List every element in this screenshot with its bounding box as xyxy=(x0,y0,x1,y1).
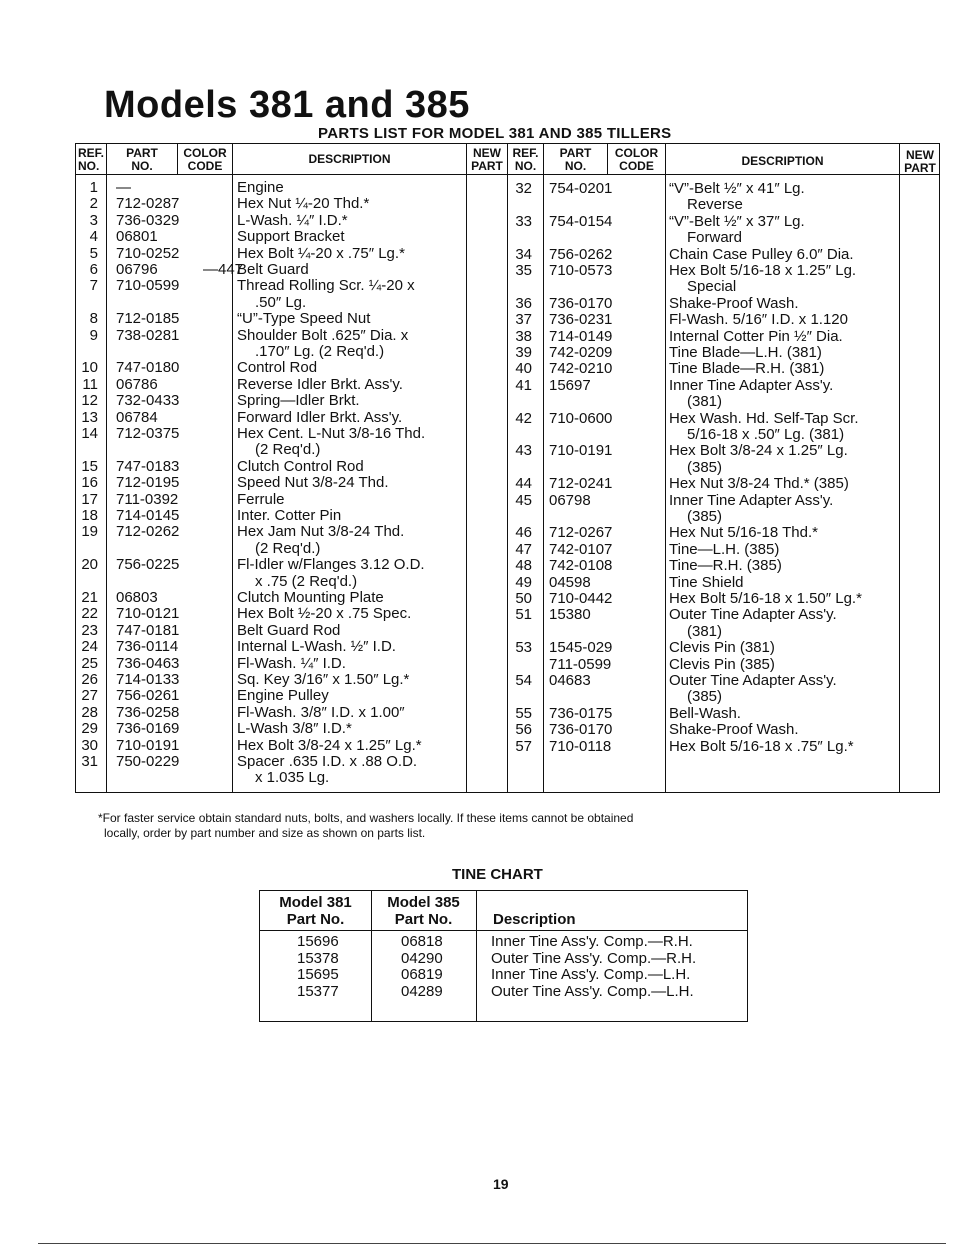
part-description: (2 Req'd.) xyxy=(255,539,321,557)
footnote-line: *For faster service obtain standard nuts, bolts, and washers locally. If these items cannot be obtained xyxy=(98,811,634,825)
ref-number: 38 xyxy=(515,327,532,345)
part-description: Tine—L.H. (385) xyxy=(669,540,780,558)
header-divider xyxy=(76,174,939,175)
ref-number: 20 xyxy=(81,556,98,574)
part-number: 04683 xyxy=(549,672,591,689)
part-description: Hex Bolt 3/8-24 x 1.25″ Lg. xyxy=(669,442,848,460)
header-color-code xyxy=(178,147,232,173)
part-number: 754-0154 xyxy=(549,212,613,230)
part-description: “V”-Belt ½″ x 37″ Lg. xyxy=(669,212,805,230)
model-381-part-no: 15377 xyxy=(297,982,339,1000)
ref-number: 53 xyxy=(515,639,532,657)
footnote-line: locally, order by part number and size as shown on parts list. xyxy=(104,826,426,840)
header-text: REF. xyxy=(512,146,539,160)
part-description: Clutch Mounting Plate xyxy=(237,589,384,606)
part-number: 756-0262 xyxy=(549,245,613,263)
part-number: 710-0252 xyxy=(116,244,180,262)
tine-chart-title: TINE CHART xyxy=(452,866,543,883)
header-text: Part No. xyxy=(286,911,345,928)
part-number: 712-0267 xyxy=(549,524,613,542)
part-description: Shoulder Bolt .625″ Dia. x xyxy=(237,326,409,344)
part-number: 710-0118 xyxy=(549,737,612,755)
header-description: DESCRIPTION xyxy=(741,154,824,168)
header-part-no xyxy=(544,147,607,173)
part-description: Outer Tine Adapter Ass'y. xyxy=(669,606,837,624)
header-text: Model 385 xyxy=(387,894,460,911)
column-divider xyxy=(476,891,477,1021)
part-number: 06786 xyxy=(116,375,158,393)
ref-number: 7 xyxy=(89,277,98,295)
part-description: Fl-Idler w/Flanges 3.12 O.D. xyxy=(237,556,425,574)
ref-number: 6 xyxy=(89,261,98,278)
part-number: 06803 xyxy=(116,589,158,606)
part-description: (385) xyxy=(687,508,723,525)
ref-number: 37 xyxy=(515,311,532,329)
part-description: Fl-Wash. ¼″ I.D. xyxy=(237,654,346,672)
part-description: Spacer .635 I.D. x .88 O.D. xyxy=(237,753,418,770)
ref-number: 1 xyxy=(89,179,98,196)
ref-number: 5 xyxy=(89,244,98,262)
part-description: Internal L-Wash. ½″ I.D. xyxy=(237,638,396,656)
header-text: NEW xyxy=(906,148,934,162)
part-description: Ferrule xyxy=(237,490,285,508)
column-divider xyxy=(665,144,666,792)
model-385-part-no: 04290 xyxy=(401,949,443,967)
part-description: “V”-Belt ½″ x 41″ Lg. xyxy=(669,180,805,197)
part-number: 738-0281 xyxy=(116,326,180,344)
part-description: Tine—R.H. (385) xyxy=(669,557,782,575)
part-description: Thread Rolling Scr. ¼-20 x xyxy=(237,277,415,295)
part-number: 06801 xyxy=(116,228,158,246)
header-description: DESCRIPTION xyxy=(308,152,391,166)
part-description: Clevis Pin (381) xyxy=(669,639,775,657)
part-description: (381) xyxy=(687,393,723,411)
part-number: 756-0225 xyxy=(116,556,180,574)
header-text: PART xyxy=(904,161,936,175)
ref-number: 12 xyxy=(81,392,98,410)
part-description: Support Bracket xyxy=(237,228,345,246)
ref-number: 55 xyxy=(515,704,532,722)
model-385-part-no: 04289 xyxy=(401,982,443,1000)
part-description: Hex Bolt 5/16-18 x .75″ Lg.* xyxy=(669,737,854,755)
tine-description: Outer Tine Ass'y. Comp.—L.H. xyxy=(491,982,694,1000)
ref-number: 39 xyxy=(515,344,532,361)
part-number: 736-0231 xyxy=(549,311,613,329)
column-divider xyxy=(543,144,544,792)
part-description: Control Rod xyxy=(237,359,318,377)
ref-number: 34 xyxy=(515,245,532,263)
part-description: Tine Shield xyxy=(669,573,744,591)
part-description: Belt Guard Rod xyxy=(237,621,341,639)
ref-number: 45 xyxy=(515,491,532,509)
ref-number: 48 xyxy=(515,557,532,575)
part-description: (381) xyxy=(687,622,723,640)
part-number: 712-0375 xyxy=(116,425,180,442)
part-description: Spring—Idler Brkt. xyxy=(237,392,360,410)
part-description: Clevis Pin (385) xyxy=(669,655,775,673)
part-number: 750-0229 xyxy=(116,753,180,770)
ref-number: 14 xyxy=(81,425,98,442)
column-divider xyxy=(466,144,467,792)
part-description: L-Wash. ¼″ I.D.* xyxy=(237,211,348,229)
ref-number: 36 xyxy=(515,294,532,312)
tine-description: Inner Tine Ass'y. Comp.—R.H. xyxy=(491,933,693,950)
part-description: Shake-Proof Wash. xyxy=(669,721,799,739)
ref-number: 29 xyxy=(81,720,98,738)
color-code: —447 xyxy=(203,261,244,278)
ref-number: 26 xyxy=(81,671,98,688)
part-description: Hex Nut 5/16-18 Thd.* xyxy=(669,524,818,542)
ref-number: 30 xyxy=(81,736,98,754)
ref-number: 28 xyxy=(81,703,98,721)
header-text: NO. xyxy=(514,159,537,173)
ref-number: 41 xyxy=(515,376,532,394)
part-number: 04598 xyxy=(549,573,591,591)
part-number: 06798 xyxy=(549,491,591,509)
part-description: Inner Tine Adapter Ass'y. xyxy=(669,376,834,394)
header-description: Description xyxy=(493,911,576,928)
part-number: 736-0169 xyxy=(116,720,180,738)
part-number: 732-0433 xyxy=(116,392,180,410)
part-number: 710-0573 xyxy=(549,262,613,279)
ref-number: 42 xyxy=(515,409,532,427)
page-title: Models 381 and 385 xyxy=(104,84,470,126)
ref-number: 10 xyxy=(81,359,98,377)
part-description: Belt Guard xyxy=(237,261,309,278)
page-number: 19 xyxy=(493,1176,509,1192)
part-number: 736-0329 xyxy=(116,211,180,229)
bottom-rule xyxy=(38,1243,946,1244)
part-number: 1545-029 xyxy=(549,639,613,657)
part-description: 5/16-18 x .50″ Lg. (381) xyxy=(687,426,845,443)
header-text: CODE xyxy=(619,159,654,173)
ref-number: 17 xyxy=(81,490,98,508)
part-description: Engine Pulley xyxy=(237,687,329,705)
header-text: REF. xyxy=(78,146,105,160)
ref-number: 23 xyxy=(81,621,98,639)
column-divider xyxy=(899,144,900,792)
part-number: 754-0201 xyxy=(549,180,613,197)
header-new-part xyxy=(467,147,507,173)
part-number: 736-0175 xyxy=(549,704,613,722)
part-description: Speed Nut 3/8-24 Thd. xyxy=(237,474,389,492)
part-number: 712-0287 xyxy=(116,195,180,213)
part-description: Hex Bolt 3/8-24 x 1.25″ Lg.* xyxy=(237,736,422,754)
header-new-part xyxy=(900,149,940,175)
model-381-part-no: 15695 xyxy=(297,966,339,983)
model-385-part-no: 06818 xyxy=(401,933,443,950)
part-description: .50″ Lg. xyxy=(255,293,307,311)
header-text: Part No. xyxy=(394,911,453,928)
part-description: Hex Cent. L-Nut 3/8-16 Thd. xyxy=(237,425,426,442)
ref-number: 32 xyxy=(515,180,532,197)
part-number: 710-0191 xyxy=(116,736,180,754)
header-text: NO. xyxy=(131,159,153,173)
tine-description: Outer Tine Ass'y. Comp.—R.H. xyxy=(491,949,697,967)
part-description: Tine Blade—R.H. (381) xyxy=(669,360,825,378)
part-number: 747-0183 xyxy=(116,457,180,475)
part-description: Inner Tine Adapter Ass'y. xyxy=(669,491,834,509)
ref-number: 13 xyxy=(81,408,98,426)
ref-number: 21 xyxy=(81,589,98,606)
part-number: 710-0599 xyxy=(116,277,180,295)
part-number: 712-0185 xyxy=(116,310,180,328)
parts-table xyxy=(75,143,940,793)
ref-number: 8 xyxy=(89,310,98,328)
tine-chart-table xyxy=(259,890,748,1022)
part-number: 710-0191 xyxy=(549,442,613,460)
part-number: 742-0108 xyxy=(549,557,613,575)
ref-number: 22 xyxy=(81,605,98,623)
header-text: PART xyxy=(126,146,158,160)
header-text: CODE xyxy=(187,159,223,173)
header-text: NO. xyxy=(564,159,587,173)
part-number: 712-0241 xyxy=(549,475,613,493)
column-divider xyxy=(507,144,508,792)
header-color-code xyxy=(608,147,665,173)
header-text: Model 381 xyxy=(279,894,352,911)
part-description: (385) xyxy=(687,458,723,476)
column-divider xyxy=(232,144,233,792)
header-ref-no xyxy=(78,147,106,173)
part-description: “U”-Type Speed Nut xyxy=(237,310,371,328)
ref-number: 27 xyxy=(81,687,98,705)
part-number: 714-0133 xyxy=(116,671,180,688)
part-description: Internal Cotter Pin ½″ Dia. xyxy=(669,327,843,345)
ref-number: 11 xyxy=(82,375,98,393)
header-model-381 xyxy=(260,894,371,928)
header-ref-no xyxy=(508,147,543,173)
part-description: Hex Nut ¼-20 Thd.* xyxy=(237,195,370,213)
model-381-part-no: 15378 xyxy=(297,949,339,967)
part-number: 736-0258 xyxy=(116,703,180,721)
header-text: PART xyxy=(559,146,592,160)
part-number: 747-0180 xyxy=(116,359,180,377)
part-number: 756-0261 xyxy=(116,687,180,705)
model-381-part-no: 15696 xyxy=(297,933,339,950)
part-number: 736-0463 xyxy=(116,654,180,672)
ref-number: 54 xyxy=(515,672,532,689)
ref-number: 44 xyxy=(515,475,532,493)
ref-number: 25 xyxy=(81,654,98,672)
column-divider xyxy=(106,144,107,792)
ref-number: 19 xyxy=(81,523,98,541)
part-number: 742-0209 xyxy=(549,344,613,361)
ref-number: 16 xyxy=(81,474,98,492)
ref-number: 18 xyxy=(81,507,98,524)
part-number: 736-0170 xyxy=(549,721,613,739)
ref-number: 3 xyxy=(89,211,98,229)
part-description: Special xyxy=(687,278,737,296)
ref-number: 24 xyxy=(81,638,98,656)
part-number: 15380 xyxy=(549,606,591,624)
header-text: COLOR xyxy=(183,146,227,160)
part-number: 736-0114 xyxy=(116,638,179,656)
part-description: Fl-Wash. 3/8″ I.D. x 1.00″ xyxy=(237,703,405,721)
header-divider xyxy=(260,930,747,931)
ref-number: 2 xyxy=(89,195,98,213)
part-number: 711-0392 xyxy=(116,490,179,508)
header-part-no xyxy=(107,147,177,173)
part-description: Hex Wash. Hd. Self-Tap Scr. xyxy=(669,409,859,427)
part-description: Hex Bolt 5/16-18 x 1.25″ Lg. xyxy=(669,262,857,279)
part-number: 710-0442 xyxy=(549,590,613,607)
part-description: x 1.035 Lg. xyxy=(255,769,330,787)
part-description: Shake-Proof Wash. xyxy=(669,294,799,312)
ref-number: 4 xyxy=(89,228,98,246)
part-description: x .75 (2 Req'd.) xyxy=(255,572,358,590)
part-number: 714-0145 xyxy=(116,507,180,524)
ref-number: 57 xyxy=(515,737,532,755)
ref-number: 31 xyxy=(81,753,98,770)
header-model-385 xyxy=(371,894,476,928)
part-description: Forward Idler Brkt. Ass'y. xyxy=(237,408,403,426)
header-text: COLOR xyxy=(614,146,659,160)
part-description: .170″ Lg. (2 Req'd.) xyxy=(255,343,385,360)
part-number: 742-0210 xyxy=(549,360,613,378)
part-number: 15697 xyxy=(549,376,591,394)
part-description: Hex Jam Nut 3/8-24 Thd. xyxy=(237,523,405,541)
part-description: Sq. Key 3/16″ x 1.50″ Lg.* xyxy=(237,671,410,688)
part-description: Hex Bolt ½-20 x .75 Spec. xyxy=(237,605,412,623)
part-number: 710-0600 xyxy=(549,409,613,427)
part-number: — xyxy=(116,179,131,196)
part-description: Reverse Idler Brkt. Ass'y. xyxy=(237,375,403,393)
part-description: Tine Blade—L.H. (381) xyxy=(669,344,822,361)
part-number: 714-0149 xyxy=(549,327,613,345)
part-number: 06784 xyxy=(116,408,158,426)
part-number: 736-0170 xyxy=(549,294,613,312)
ref-number: 50 xyxy=(515,590,532,607)
ref-number: 56 xyxy=(515,721,532,739)
part-number: 747-0181 xyxy=(116,621,180,639)
ref-number: 49 xyxy=(515,573,532,591)
ref-number: 35 xyxy=(515,262,532,279)
model-385-part-no: 06819 xyxy=(401,966,443,983)
header-text: NEW xyxy=(473,146,501,160)
ref-number: 33 xyxy=(515,212,532,230)
part-description: Hex Nut 3/8-24 Thd.* (385) xyxy=(669,475,849,493)
part-description: Reverse xyxy=(687,196,743,214)
part-number: 742-0107 xyxy=(549,540,613,558)
part-description: (385) xyxy=(687,688,723,706)
ref-number: 15 xyxy=(81,457,98,475)
ref-number: 47 xyxy=(515,540,532,558)
part-number: 711-0599 xyxy=(549,655,612,673)
part-description: Bell-Wash. xyxy=(669,704,741,722)
part-description: Hex Bolt ¼-20 x .75″ Lg.* xyxy=(237,244,405,262)
part-description: Hex Bolt 5/16-18 x 1.50″ Lg.* xyxy=(669,590,862,607)
part-description: Fl-Wash. 5/16″ I.D. x 1.120 xyxy=(669,311,848,329)
part-description: Engine xyxy=(237,179,284,196)
part-number: 06796 xyxy=(116,261,158,278)
ref-number: 43 xyxy=(515,442,532,460)
part-description: L-Wash 3/8″ I.D.* xyxy=(237,720,352,738)
ref-number: 46 xyxy=(515,524,532,542)
part-number: 710-0121 xyxy=(116,605,180,623)
part-description: Inter. Cotter Pin xyxy=(237,507,342,524)
part-description: Outer Tine Adapter Ass'y. xyxy=(669,672,837,689)
ref-number: 51 xyxy=(515,606,532,624)
ref-number: 9 xyxy=(89,326,98,344)
parts-list-subtitle: PARTS LIST FOR MODEL 381 AND 385 TILLERS xyxy=(318,125,672,142)
part-description: Chain Case Pulley 6.0″ Dia. xyxy=(669,245,854,263)
part-number: 712-0195 xyxy=(116,474,180,492)
part-description: (2 Req'd.) xyxy=(255,441,321,459)
part-description: Forward xyxy=(687,229,743,247)
ref-number: 40 xyxy=(515,360,532,378)
part-number: 712-0262 xyxy=(116,523,180,541)
tine-description: Inner Tine Ass'y. Comp.—L.H. xyxy=(491,966,691,983)
header-text: PART xyxy=(471,159,503,173)
part-description: Clutch Control Rod xyxy=(237,457,364,475)
header-text: NO. xyxy=(78,159,100,173)
